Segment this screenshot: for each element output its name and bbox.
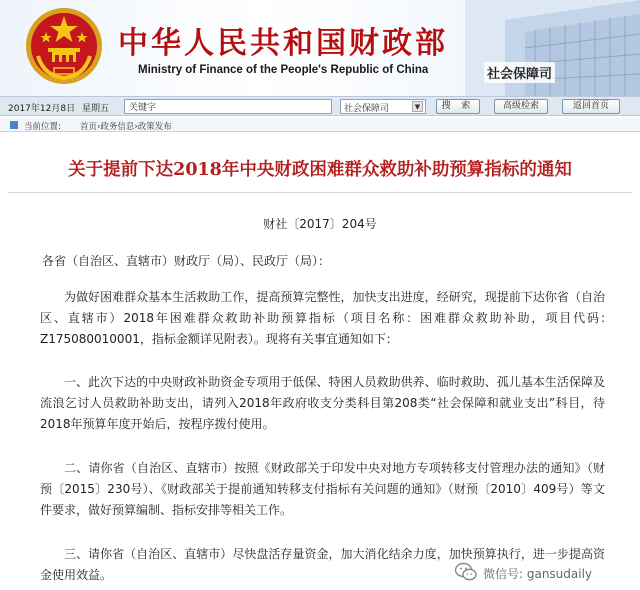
breadcrumb: [0, 118, 640, 132]
home-button[interactable]: 返回首页: [562, 99, 620, 114]
search-scope-value: 社会保障司: [344, 104, 390, 114]
watermark-text: 微信号: gansudaily: [483, 567, 593, 581]
article-paragraph: 二、请你省（自治区、直辖市）按照《财政部关于印发中央对地方专项转移支付管理办法的通知》（财预〔2015〕230号）、《财政部关于提前通知转移支付指标有关问题的通知》（财预〔2010〕409号）等文件要求，做好预算编制、指标安排等相关工作。: [40, 461, 605, 517]
department-name: 社会保障司: [484, 62, 555, 83]
site-title-en: Ministry of Finance of the People's Republic of China: [138, 64, 429, 76]
article-paragraph: 一、此次下达的中央财政补助资金专项用于低保、特困人员救助供养、临时救助、孤儿基本生活保障及流浪乞讨人员救助补助支出，请列入2018年政府收支分类科目第208类“社会保障和就业支出”科目，待2018年预算年度开始后，按程序拨付使用。: [40, 375, 605, 431]
current-weekday: 星期五: [82, 104, 110, 114]
breadcrumb-path[interactable]: 首页›政务信息›政策发布: [80, 122, 172, 132]
keyword-input[interactable]: [124, 99, 332, 114]
breadcrumb-label: 当前位置:: [24, 122, 61, 132]
article-paragraph: 为做好困难群众基本生活救助工作，提高预算完整性，加快支出进度，经研究，现提前下达你省（自治区、直辖市）2018年困难群众救助补助预算指标（项目名称：困难群众救助补助，项目代码: Z175080010001，指标金额详见附表）。现将有关事宜通知如下：: [40, 290, 605, 346]
document-number: 财社〔2017〕204号: [263, 217, 377, 231]
national-emblem-icon: [24, 6, 104, 86]
search-button[interactable]: 搜 索: [436, 99, 480, 114]
location-icon: [10, 121, 18, 129]
current-date: 2017年12月8日: [8, 104, 76, 114]
search-scope-select[interactable]: [340, 99, 426, 114]
site-title-cn: 中华人民共和国财政部: [118, 26, 448, 61]
article-title: 关于提前下达2018年中央财政困难群众救助补助预算指标的通知: [68, 160, 572, 180]
advanced-search-button[interactable]: 高级检索: [494, 99, 548, 114]
article-paragraph: 三、请你省（自治区、直辖市）尽快盘活存量资金，加大消化结余力度，加快预算执行，进一步提高资金使用效益。: [40, 547, 605, 582]
site-banner: [0, 0, 640, 96]
title-divider: [8, 192, 632, 193]
wechat-icon: [455, 562, 477, 582]
wechat-watermark: [455, 560, 635, 586]
search-bar: [0, 96, 640, 116]
article-addressee: 各省（自治区、直辖市）财政厅（局）、民政厅（局）：: [42, 254, 331, 268]
chevron-down-icon: ▼: [412, 101, 423, 112]
